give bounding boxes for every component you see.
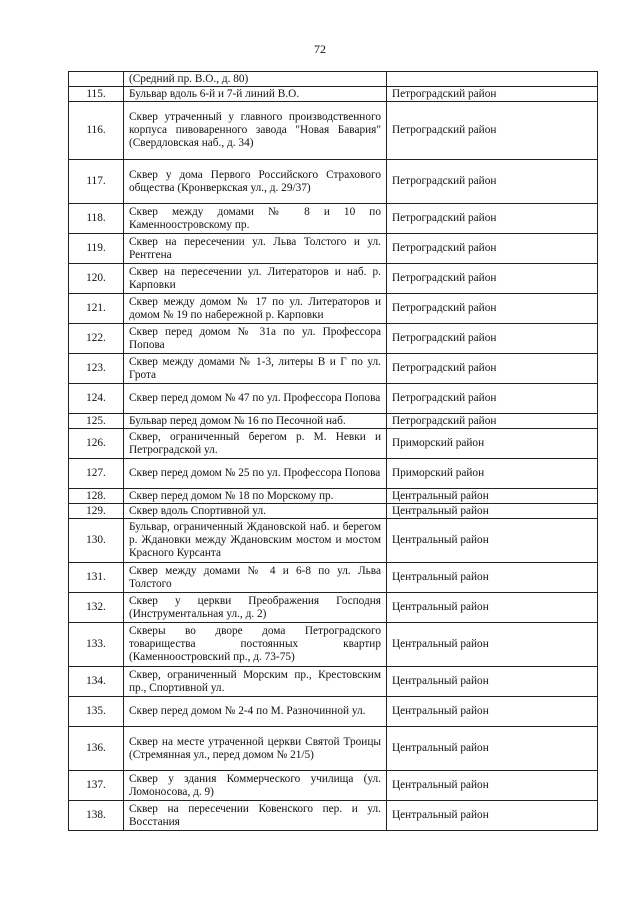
district-name: Центральный район — [387, 771, 598, 801]
object-name: Сквер, ограниченный берегом р. М. Невки и Петроградской ул. — [124, 429, 387, 459]
row-number: 115. — [69, 87, 124, 102]
row-number: 131. — [69, 563, 124, 593]
row-number: 123. — [69, 354, 124, 384]
table-row — [69, 294, 598, 324]
object-name: Сквер между домами № 4 и 6-8 по ул. Льва Толстого — [124, 563, 387, 593]
table-row — [69, 264, 598, 294]
table-row — [69, 429, 598, 459]
object-name: Сквер, ограниченный Морским пр., Крестовским пр., Спортивной ул. — [124, 667, 387, 697]
row-number: 132. — [69, 593, 124, 623]
table-row — [69, 384, 598, 414]
district-name: Центральный район — [387, 727, 598, 771]
object-name: Сквер на месте утраченной церкви Святой Троицы (Стремянная ул., перед домом № 21/5) — [124, 727, 387, 771]
table-row — [69, 72, 598, 87]
table-row — [69, 667, 598, 697]
district-name: Петроградский район — [387, 414, 598, 429]
district-name: Петроградский район — [387, 204, 598, 234]
district-name: Петроградский район — [387, 87, 598, 102]
row-number: 119. — [69, 234, 124, 264]
object-name: Сквер перед домом № 25 по ул. Профессора Попова — [124, 459, 387, 489]
table-row — [69, 102, 598, 160]
district-name: Петроградский район — [387, 354, 598, 384]
row-number: 129. — [69, 504, 124, 519]
row-number: 137. — [69, 771, 124, 801]
table-body — [69, 72, 598, 831]
district-name: Центральный район — [387, 504, 598, 519]
district-name: Центральный район — [387, 489, 598, 504]
district-name: Центральный район — [387, 593, 598, 623]
row-number: 136. — [69, 727, 124, 771]
row-number: 127. — [69, 459, 124, 489]
row-number: 133. — [69, 623, 124, 667]
page-number: 72 — [314, 42, 326, 56]
object-name: Сквер у церкви Преображения Господня (Инструментальная ул., д. 2) — [124, 593, 387, 623]
district-name: Петроградский район — [387, 294, 598, 324]
object-name: Сквер на пересечении ул. Льва Толстого и ул. Рентгена — [124, 234, 387, 264]
district-name: Петроградский район — [387, 384, 598, 414]
row-number: 121. — [69, 294, 124, 324]
row-number: 116. — [69, 102, 124, 160]
object-name: Сквер перед домом № 18 по Морскому пр. — [124, 489, 387, 504]
table-row — [69, 414, 598, 429]
object-name: Сквер перед домом № 2-4 по М. Разночинной ул. — [124, 697, 387, 727]
table-row — [69, 354, 598, 384]
table-row — [69, 489, 598, 504]
table-row — [69, 87, 598, 102]
row-number: 125. — [69, 414, 124, 429]
district-name: Центральный район — [387, 519, 598, 563]
row-number: 117. — [69, 160, 124, 204]
table-row — [69, 459, 598, 489]
table-row — [69, 504, 598, 519]
object-name: Скверы во дворе дома Петроградского товарищества постоянных квартир (Каменноостровский пр., д. 73-75) — [124, 623, 387, 667]
table-row — [69, 160, 598, 204]
district-name — [387, 72, 598, 87]
district-name: Петроградский район — [387, 102, 598, 160]
row-number — [69, 72, 124, 87]
table-row — [69, 727, 598, 771]
district-name: Приморский район — [387, 459, 598, 489]
table-row — [69, 801, 598, 831]
object-name: Сквер между домами № 1-3, литеры В и Г по ул. Грота — [124, 354, 387, 384]
object-name: Сквер на пересечении ул. Литераторов и наб. р. Карповки — [124, 264, 387, 294]
object-name: Сквер перед домом № 31а по ул. Профессора Попова — [124, 324, 387, 354]
table-row — [69, 593, 598, 623]
object-name: Бульвар вдоль 6-й и 7-й линий В.О. — [124, 87, 387, 102]
table-row — [69, 697, 598, 727]
row-number: 120. — [69, 264, 124, 294]
object-name: Сквер утраченный у главного производственного корпуса пивоваренного завода "Новая Бавария" (Свердловская наб., д. 34) — [124, 102, 387, 160]
table-row — [69, 204, 598, 234]
object-name: Сквер на пересечении Ковенского пер. и ул. Восстания — [124, 801, 387, 831]
object-name: Бульвар перед домом № 16 по Песочной наб. — [124, 414, 387, 429]
row-number: 130. — [69, 519, 124, 563]
district-name: Центральный район — [387, 697, 598, 727]
row-number: 134. — [69, 667, 124, 697]
row-number: 122. — [69, 324, 124, 354]
row-number: 128. — [69, 489, 124, 504]
district-name: Приморский район — [387, 429, 598, 459]
row-number: 124. — [69, 384, 124, 414]
object-name: Сквер между домами № 8 и 10 по Каменноостровскому пр. — [124, 204, 387, 234]
row-number: 138. — [69, 801, 124, 831]
row-number: 118. — [69, 204, 124, 234]
greenery-registry-table — [68, 71, 598, 831]
table-row — [69, 771, 598, 801]
object-name: Сквер у дома Первого Российского Страхового общества (Кронверкская ул., д. 29/37) — [124, 160, 387, 204]
table-row — [69, 234, 598, 264]
table-row — [69, 519, 598, 563]
table-row — [69, 623, 598, 667]
district-name: Центральный район — [387, 563, 598, 593]
district-name: Петроградский район — [387, 234, 598, 264]
district-name: Петроградский район — [387, 264, 598, 294]
row-number: 126. — [69, 429, 124, 459]
table-row — [69, 563, 598, 593]
object-name: Сквер у здания Коммерческого училища (ул. Ломоносова, д. 9) — [124, 771, 387, 801]
district-name: Центральный район — [387, 623, 598, 667]
object-name: Сквер перед домом № 47 по ул. Профессора Попова — [124, 384, 387, 414]
object-name: Сквер вдоль Спортивной ул. — [124, 504, 387, 519]
district-name: Центральный район — [387, 801, 598, 831]
table-row — [69, 324, 598, 354]
row-number: 135. — [69, 697, 124, 727]
district-name: Петроградский район — [387, 160, 598, 204]
object-name: Сквер между домом № 17 по ул. Литераторов и домом № 19 по набережной р. Карповки — [124, 294, 387, 324]
object-name: Бульвар, ограниченный Ждановской наб. и берегом р. Ждановки между Ждановским мостом и мостом Красного Курсанта — [124, 519, 387, 563]
district-name: Центральный район — [387, 667, 598, 697]
district-name: Петроградский район — [387, 324, 598, 354]
object-name: (Средний пр. В.О., д. 80) — [124, 72, 387, 87]
